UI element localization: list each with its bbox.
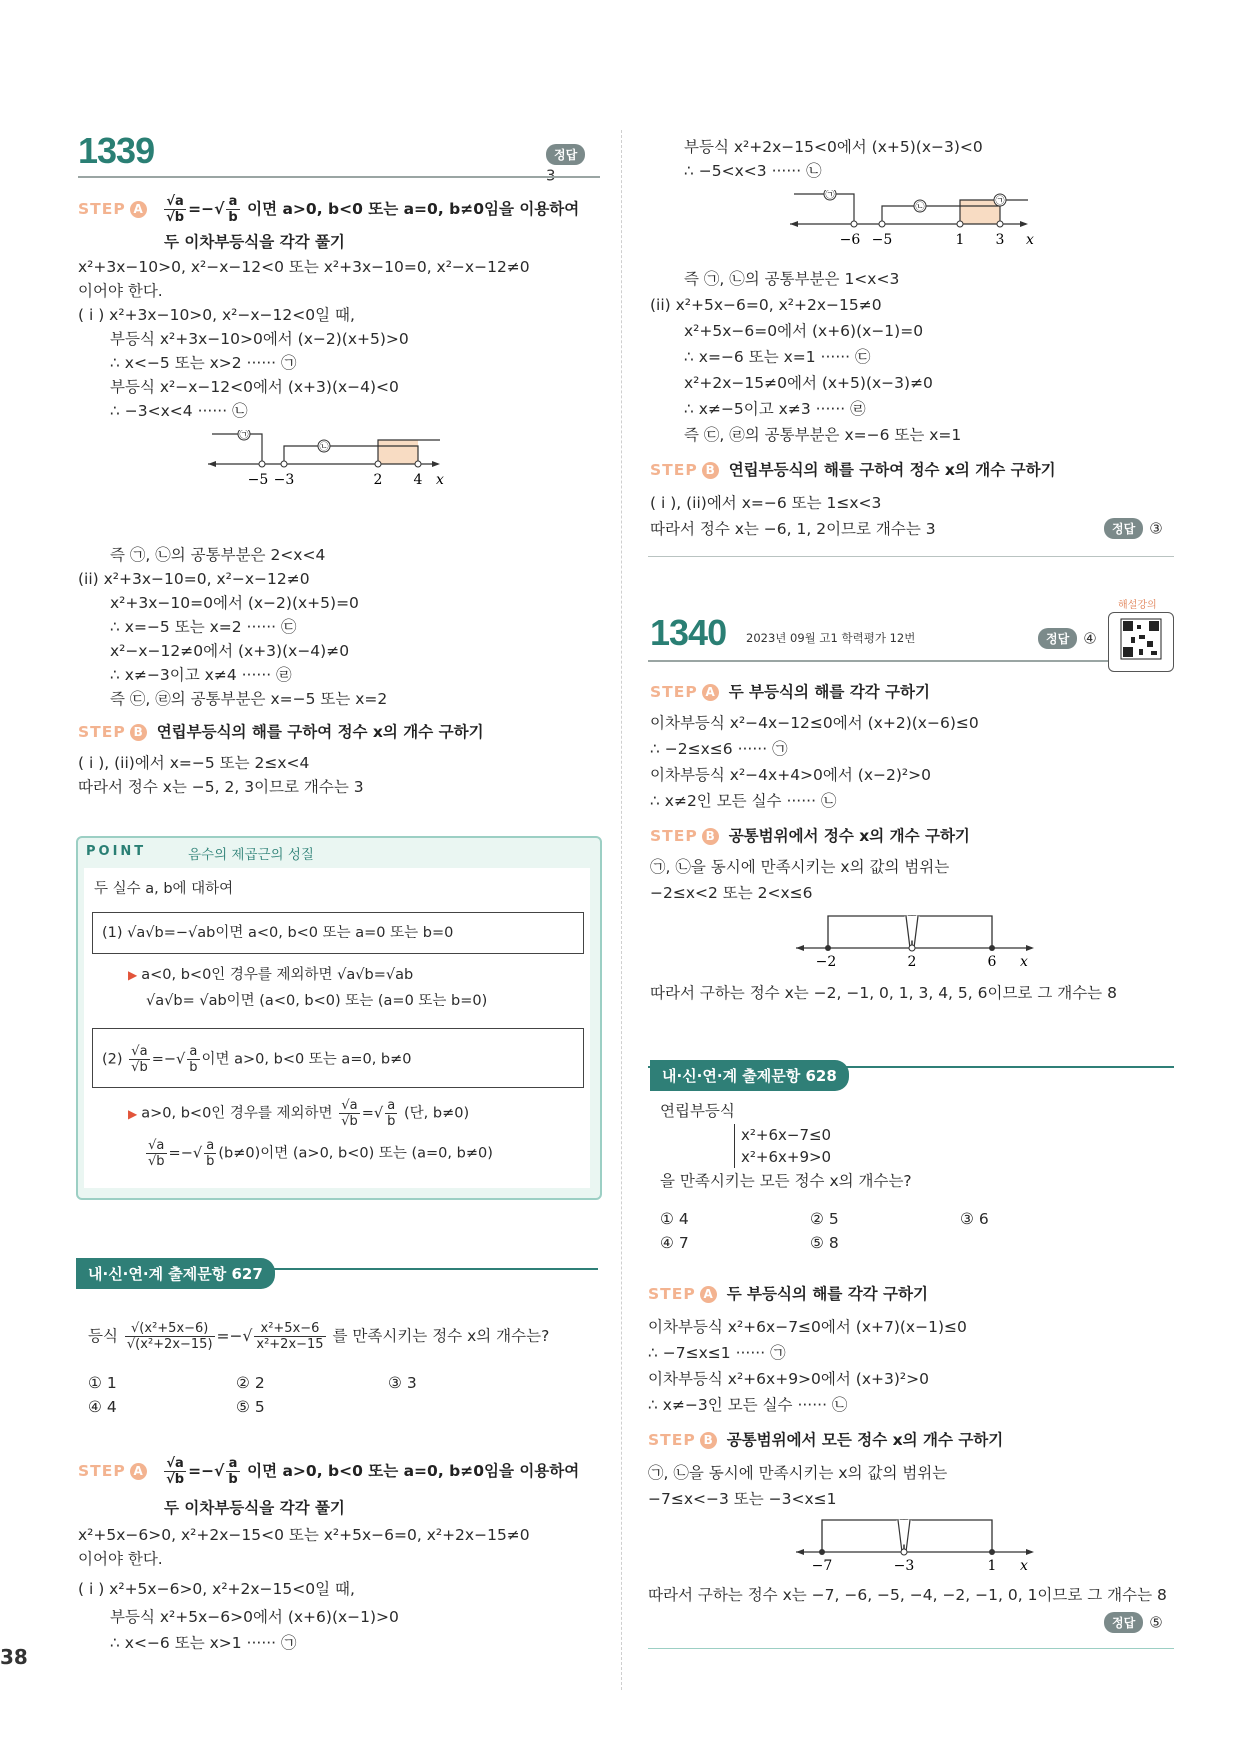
arrow-left — [208, 461, 216, 467]
text-line: ∴ x≠−3인 모든 실수 ······ ㉡ — [648, 1396, 848, 1414]
mark-a-2: ㉠ — [995, 196, 1005, 207]
naesin-628-tag: 내·신·연·계 출제문항 628 — [650, 1060, 849, 1091]
text-line: ∴ x≠−3이고 x≠4 ······ ㉣ — [110, 666, 292, 684]
text-line: x²+5x−6>0, x²+2x−15<0 또는 x²+5x−6=0, x²+2x−15≠0 — [78, 1526, 530, 1544]
step-a-heading: STEP A $\frac{√a}{√b}$ =−√ $\frac{a}{b}$ 이면 a>0, b<0 또는 a=0, b≠0임을 이용하여 — [78, 194, 580, 225]
text-line: 따라서 정수 x는 −5, 2, 3이므로 개수는 3 — [78, 778, 364, 796]
tick-label: −7 — [811, 1558, 833, 1574]
text-line: ( i ), (ii)에서 x=−5 또는 2≤x<4 — [78, 754, 310, 772]
text-line: ∴ x<−5 또는 x>2 ······ ㉠ — [110, 354, 297, 372]
text-line: 이어야 한다. — [78, 1550, 163, 1568]
tick-label: 2 — [373, 472, 383, 488]
tick-point — [989, 945, 995, 951]
point-title: POINT — [86, 844, 147, 859]
property-1-note-2: √a√b= √ab이면 (a<0, b<0) 또는 (a=0 또는 b=0) — [146, 993, 488, 1009]
arrow-right — [1026, 945, 1034, 951]
choice: ④ 7 — [660, 1234, 689, 1252]
choice: ③ 6 — [960, 1210, 989, 1228]
choice: ② 2 — [236, 1374, 265, 1392]
text-line: 즉 ㉢, ㉣의 공통부분은 x=−5 또는 x=2 — [110, 690, 388, 708]
choice: ⑤ 8 — [810, 1234, 839, 1252]
text-line: ∴ x=−6 또는 x=1 ······ ㉢ — [684, 348, 871, 366]
text-line: 따라서 구하는 정수 x는 −2, −1, 0, 1, 3, 4, 5, 6이므로 그 개수는 8 — [650, 984, 1117, 1002]
tick-point — [281, 461, 287, 467]
arrow-left — [796, 1549, 804, 1555]
number-line-4 — [796, 1514, 1046, 1574]
region-a-bracket — [794, 194, 854, 224]
q627-step-a-heading: STEP A $\frac{√a}{√b}$ =−√ $\frac{a}{b}$ 이면 a>0, b<0 또는 a=0, b≠0임을 이용하여 — [78, 1456, 580, 1487]
section-rule — [648, 556, 1174, 557]
q628-question: 을 만족시키는 모든 정수 x의 개수는? — [660, 1172, 912, 1190]
region-bracket-2 — [912, 916, 992, 948]
step-b-heading: STEP B 연립부등식의 해를 구하여 정수 x의 개수 구하기 — [78, 723, 484, 741]
arrow-left — [790, 221, 798, 227]
number-line-3 — [796, 910, 1046, 970]
text-line: ∴ x=−5 또는 x=2 ······ ㉢ — [110, 618, 297, 636]
choice: ⑤ 5 — [236, 1398, 265, 1416]
choice: ① 4 — [660, 1210, 689, 1228]
region-bracket-1 — [822, 1520, 904, 1552]
qr-code-icon — [1109, 613, 1173, 671]
mark-a: ㉠ — [825, 190, 835, 201]
tick-point-open — [901, 1549, 907, 1555]
text-line: x²+5x−6=0에서 (x+6)(x−1)=0 — [684, 322, 924, 340]
text-line: 즉 ㉢, ㉣의 공통부분은 x=−6 또는 x=1 — [684, 426, 962, 444]
tick-point — [259, 461, 265, 467]
tick-label: −5 — [871, 232, 893, 248]
qr-label: 해설강의 — [1118, 600, 1157, 611]
point-box — [76, 836, 602, 1200]
text-line: x²+3x−10>0, x²−x−12<0 또는 x²+3x−10=0, x²−x−12≠0 — [78, 258, 530, 276]
property-1: (1) √a√b=−√ab이면 a<0, b<0 또는 a=0 또는 b=0 — [102, 925, 454, 941]
point-subtitle: 음수의 제곱근의 성질 — [188, 847, 314, 863]
tick-label: −2 — [815, 954, 837, 970]
text-line: 따라서 구하는 정수 x는 −7, −6, −5, −4, −2, −1, 0, 1이므로 그 개수는 8 — [648, 1586, 1167, 1604]
axis-var: x — [1020, 1558, 1028, 1574]
text-line: 이차부등식 x²+6x+9>0에서 (x+3)²>0 — [648, 1370, 929, 1388]
choice: ① 1 — [88, 1374, 117, 1392]
choice: ④ 4 — [88, 1398, 117, 1416]
p1340-step-a-heading: STEP A 두 부등식의 해를 각각 구하기 — [650, 683, 930, 701]
choice: ③ 3 — [388, 1374, 417, 1392]
page-number: 38 — [0, 1645, 28, 1669]
text-line: 이차부등식 x²+6x−7≤0에서 (x+7)(x−1)≤0 — [648, 1318, 967, 1336]
text-line: x²−x−12≠0에서 (x+3)(x−4)≠0 — [110, 642, 350, 660]
q628-system — [734, 1124, 831, 1168]
property-2: (2) $\frac{√a}{√b}$ =−√ $\frac{a}{b}$ 이면 a>0, b<0 또는 a=0, b≠0 — [102, 1044, 412, 1075]
answer-summary — [546, 144, 600, 185]
text-line: 부등식 x²+3x−10>0에서 (x−2)(x+5)>0 — [110, 330, 409, 348]
q628-prefix: 연립부등식 — [660, 1102, 735, 1120]
q628-system-eq2: x²+6x+9>0 — [741, 1148, 832, 1166]
question-627-text: 등식 $\frac{\text{√(x²+5x−6)}}{\text{√(x²+2x−15)}}$ =−√ $\frac{\text{x²+5x−6}}{\text{x²+2x−15}}$ 를 만족시키는 정수 x의 개수는? — [88, 1321, 550, 1352]
tick-point — [997, 221, 1003, 227]
tick-point — [851, 221, 857, 227]
text-line: 부등식 x²+5x−6>0에서 (x+6)(x−1)>0 — [110, 1608, 399, 1626]
qr-code[interactable] — [1108, 612, 1174, 672]
tick-label: −6 — [839, 232, 861, 248]
axis-var: x — [1026, 232, 1034, 248]
text-line: 부등식 x²+2x−15<0에서 (x+5)(x−3)<0 — [684, 138, 983, 156]
column-divider — [621, 130, 622, 1690]
text-line: 이차부등식 x²−4x+4>0에서 (x−2)²>0 — [650, 766, 931, 784]
text-line: x²+2x−15≠0에서 (x+5)(x−3)≠0 — [684, 374, 933, 392]
tick-point — [375, 461, 381, 467]
tick-label: 1 — [955, 232, 965, 248]
p1340-step-b-heading: STEP B 공통범위에서 정수 x의 개수 구하기 — [650, 827, 970, 845]
region-bracket-2 — [904, 1520, 992, 1552]
text-line: ( i ), (ii)에서 x=−6 또는 1≤x<3 — [650, 494, 882, 512]
arrow-right — [432, 461, 440, 467]
q628-system-eq1: x²+6x−7≤0 — [741, 1126, 832, 1144]
text-line: 따라서 정수 x는 −6, 1, 2이므로 개수는 3 — [650, 520, 936, 538]
tick-label: 6 — [987, 954, 997, 970]
region-bracket-1 — [828, 916, 912, 948]
property-2-note-2: $\frac{√a}{√b}$ =−√ $\frac{a}{b}$ (b≠0)이면 (a>0, b<0) 또는 (a=0, b≠0) — [148, 1138, 493, 1169]
tick-label: −3 — [273, 472, 295, 488]
text-line: ( i ) x²+3x−10>0, x²−x−12<0일 때, — [78, 306, 355, 324]
text-line: ㉠, ㉡을 동시에 만족시키는 x의 값의 범위는 — [650, 858, 950, 876]
bottom-rule — [648, 1648, 1174, 1649]
q628-step-a-heading: STEP A 두 부등식의 해를 각각 구하기 — [648, 1285, 928, 1303]
answer-summary-1340: 정답 ④ — [1038, 628, 1097, 649]
right-top-answer: 정답 ③ — [1104, 518, 1163, 539]
text-line: 부등식 x²−x−12<0에서 (x+3)(x−4)<0 — [110, 378, 399, 396]
arrow-right — [1026, 1549, 1034, 1555]
header-rule-1340 — [648, 660, 1108, 662]
tick-label: 3 — [995, 232, 1005, 248]
tick-point — [879, 221, 885, 227]
tick-label: 1 — [987, 1558, 997, 1574]
property-2-note: ▶ a>0, b<0인 경우를 제외하면 $\frac{√a}{√b}$ =√ $\frac{a}{b}$ (단, b≠0) — [128, 1098, 470, 1129]
text-line: −7≤x<−3 또는 −3<x≤1 — [648, 1490, 837, 1508]
property-1-note: ▶ a<0, b<0인 경우를 제외하면 √a√b=√ab — [128, 967, 414, 983]
text-line: ∴ −3<x<4 ······ ㉡ — [110, 402, 248, 420]
mark-b: ㉡ — [915, 202, 925, 213]
text-line: ∴ −5<x<3 ······ ㉡ — [684, 162, 822, 180]
number-line-2 — [790, 190, 1040, 254]
tick-label: 4 — [413, 472, 423, 488]
problem-number-1340: 1340 — [650, 612, 727, 653]
tick-point — [957, 221, 963, 227]
tick-point — [415, 461, 421, 467]
tick-label: −3 — [893, 1558, 915, 1574]
text-line: ㉠, ㉡을 동시에 만족시키는 x의 값의 범위는 — [648, 1464, 948, 1482]
q628-answer: 정답 ⑤ — [1104, 1612, 1163, 1633]
text-line: 이차부등식 x²−4x−12≤0에서 (x+2)(x−6)≤0 — [650, 714, 979, 732]
mark-b: ㉡ — [319, 442, 329, 453]
overlap-region — [960, 200, 1000, 224]
text-line: ( i ) x²+5x−6>0, x²+2x−15<0일 때, — [78, 1580, 355, 1598]
region-a-bracket — [212, 434, 262, 464]
axis-var: x — [1020, 954, 1028, 970]
naesin-627-tag: 내·신·연·계 출제문항 627 — [76, 1258, 275, 1289]
text-line: 즉 ㉠, ㉡의 공통부분은 1<x<3 — [684, 270, 900, 288]
right-step-b-heading: STEP B 연립부등식의 해를 구하여 정수 x의 개수 구하기 — [650, 461, 1056, 479]
step-a-subtitle: 두 이차부등식을 각각 풀기 — [164, 233, 345, 251]
text-line: ∴ x<−6 또는 x>1 ······ ㉠ — [110, 1634, 297, 1652]
tick-point — [825, 945, 831, 951]
text-line: (ii) x²+5x−6=0, x²+2x−15≠0 — [650, 296, 882, 314]
overlap-region — [378, 440, 418, 464]
text-line: ∴ x≠−5이고 x≠3 ······ ㉣ — [684, 400, 866, 418]
header-rule — [78, 176, 600, 178]
text-line: ∴ −7≤x≤1 ······ ㉠ — [648, 1344, 786, 1362]
text-line: x²+3x−10=0에서 (x−2)(x+5)=0 — [110, 594, 359, 612]
q628-step-b-heading: STEP B 공통범위에서 모든 정수 x의 개수 구하기 — [648, 1431, 1004, 1449]
answer-badge: 정답 — [546, 144, 585, 165]
number-line-1 — [208, 430, 448, 494]
text-line: −2≤x<2 또는 2<x≤6 — [650, 884, 813, 902]
text-line: ∴ −2≤x≤6 ······ ㉠ — [650, 740, 788, 758]
tick-point-open — [909, 945, 915, 951]
tick-point — [819, 1549, 825, 1555]
mark-a: ㉠ — [239, 430, 249, 441]
arrow-left — [796, 945, 804, 951]
source-label: 2023년 09월 고1 학력평가 12번 — [746, 631, 916, 645]
problem-number: 1339 — [78, 130, 155, 171]
tick-label: 2 — [907, 954, 917, 970]
choice: ② 5 — [810, 1210, 839, 1228]
tick-point — [989, 1549, 995, 1555]
arrow-right — [1020, 221, 1028, 227]
text-line: (ii) x²+3x−10=0, x²−x−12≠0 — [78, 570, 310, 588]
text-line: ∴ x≠2인 모든 실수 ······ ㉡ — [650, 792, 837, 810]
axis-var: x — [436, 472, 444, 488]
q627-step-a-subtitle: 두 이차부등식을 각각 풀기 — [164, 1499, 345, 1517]
point-intro: 두 실수 a, b에 대하여 — [94, 881, 234, 897]
tick-label: −5 — [247, 472, 269, 488]
text-line: 이어야 한다. — [78, 282, 163, 300]
text-line: 즉 ㉠, ㉡의 공통부분은 2<x<4 — [110, 546, 326, 564]
